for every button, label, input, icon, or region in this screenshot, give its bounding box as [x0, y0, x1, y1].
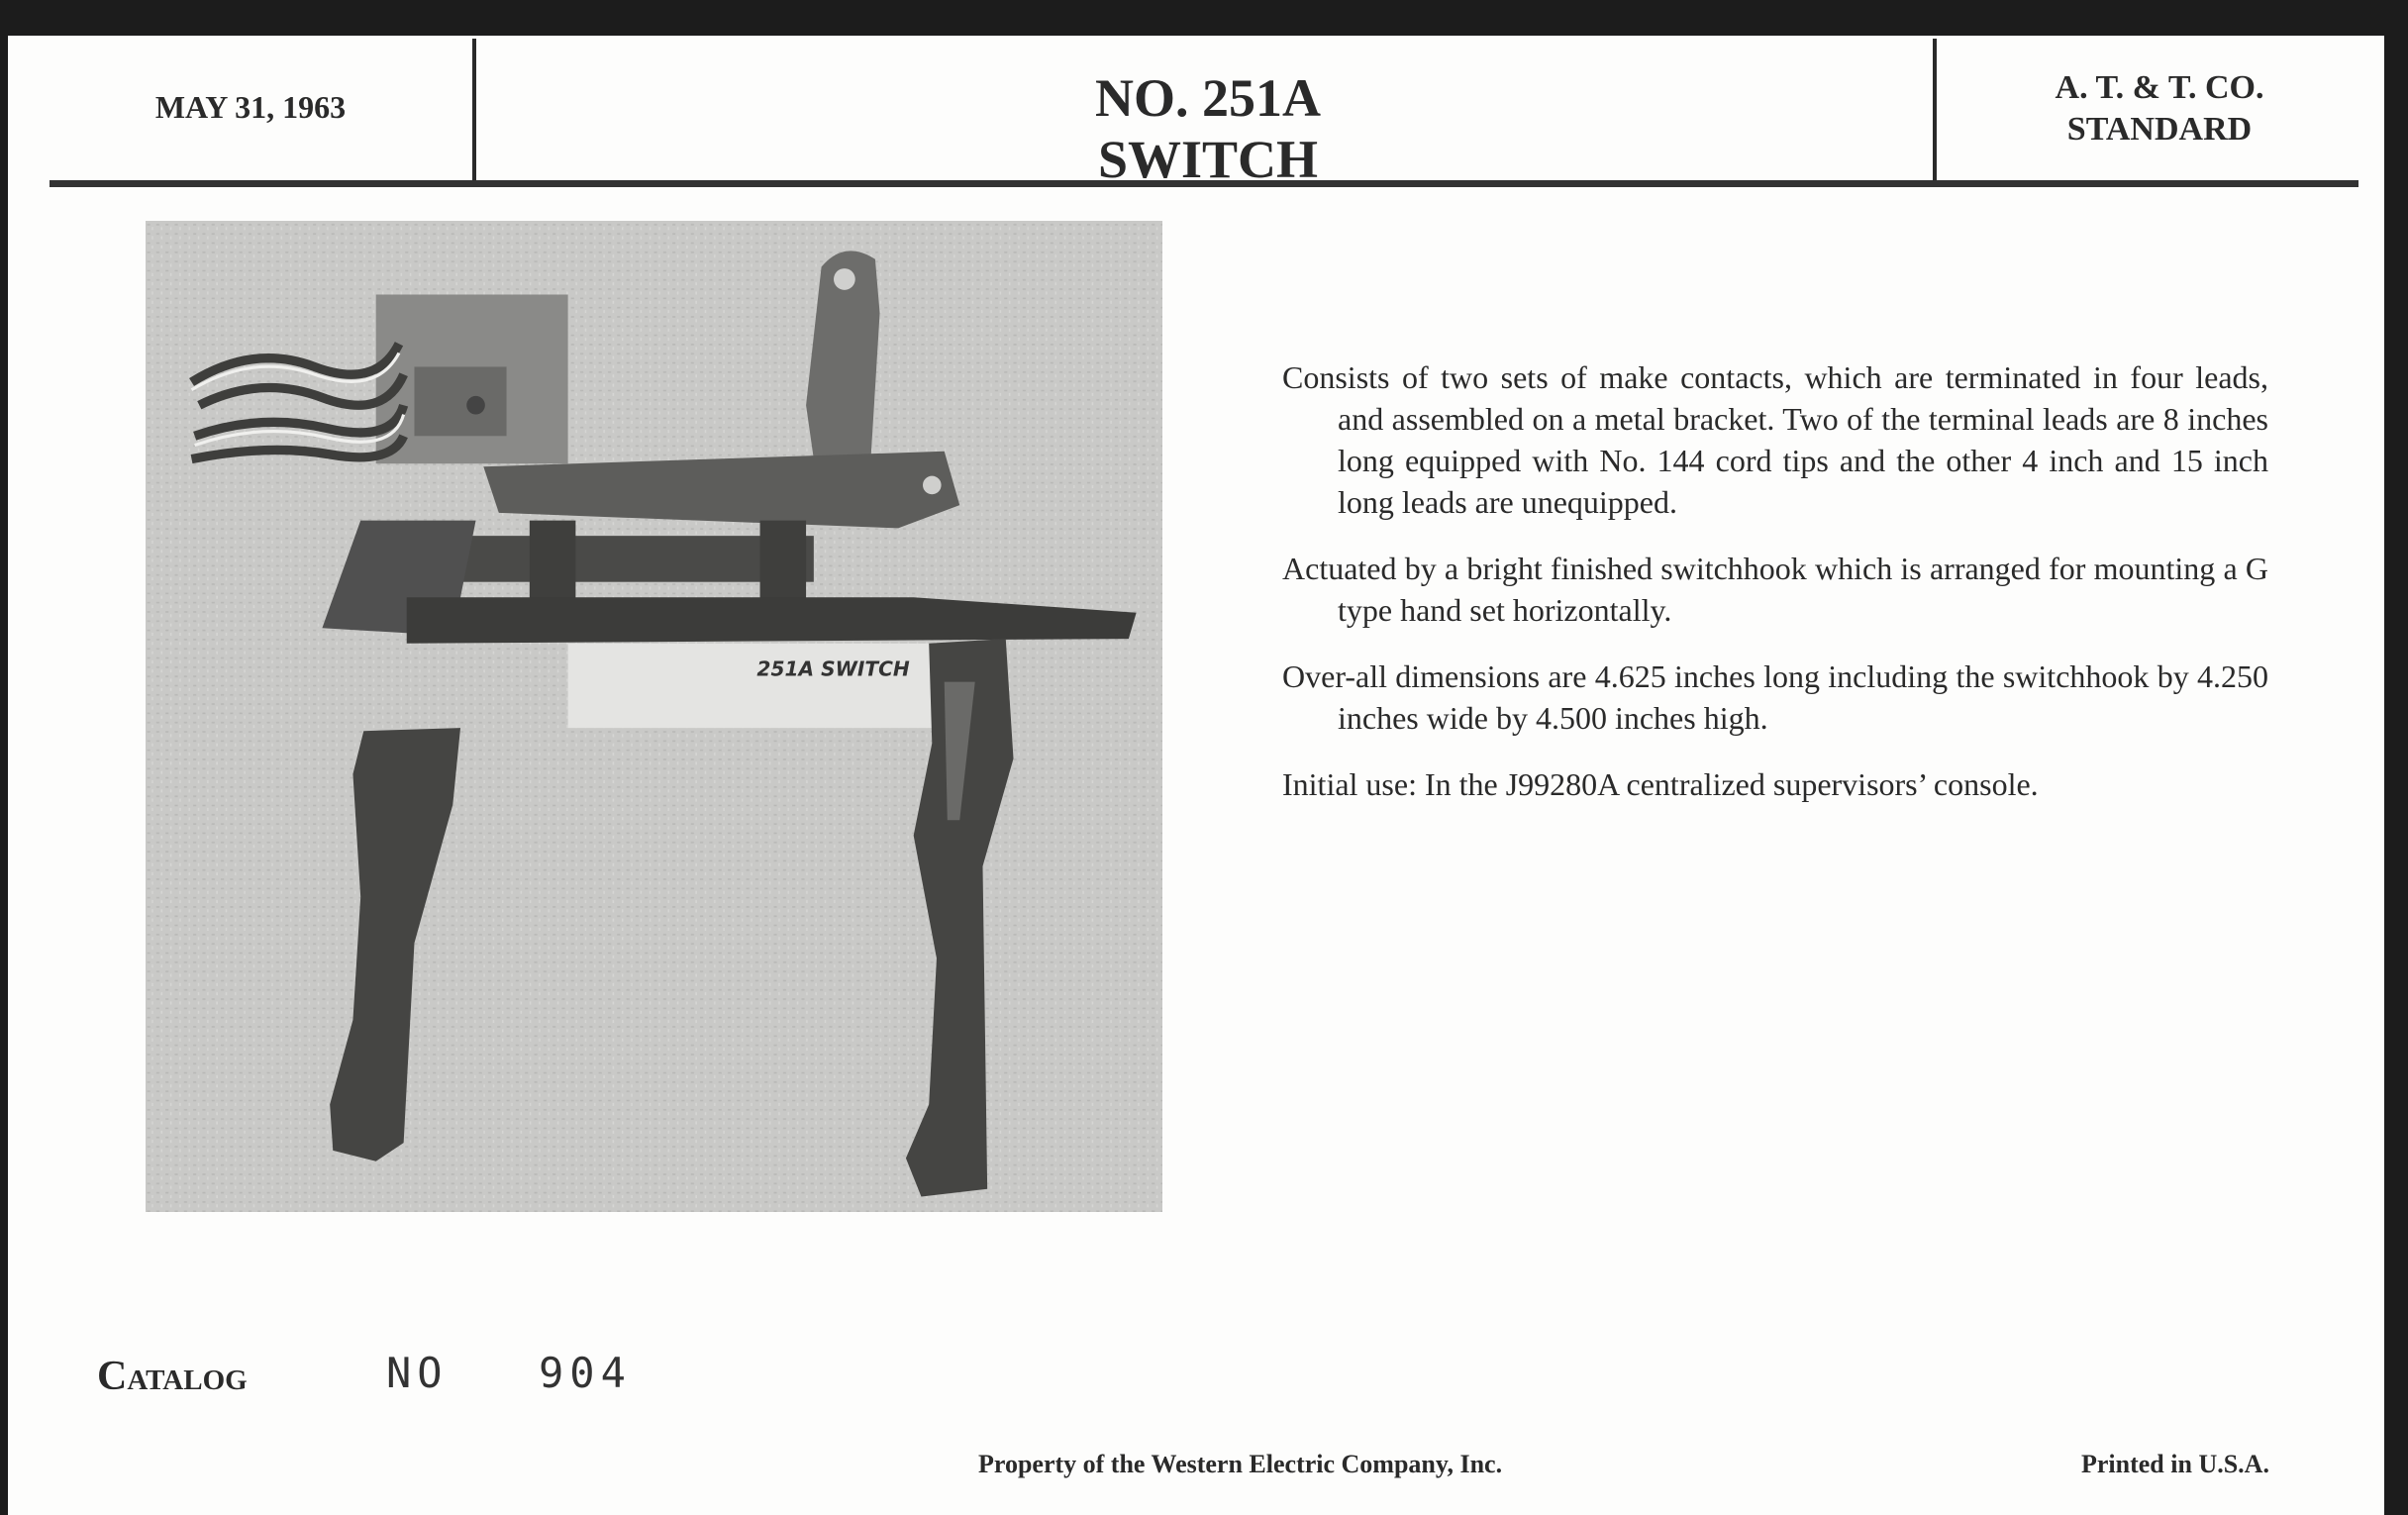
description-paragraph: Actuated by a bright finished switchhook which is arranged for mounting a G type hand set horizontally. [1282, 551, 2268, 628]
header-divider [472, 39, 476, 183]
catalog-number: 904 [539, 1349, 632, 1397]
switch-photo [146, 221, 1162, 1212]
standard-label [2010, 67, 2309, 151]
standard-company: A. T. & T. CO. [2055, 69, 2264, 106]
description-paragraph: Initial use: In the J99280A centralized supervisors’ console. [1282, 766, 2039, 802]
description [1282, 356, 2268, 830]
property-notice: Property of the Western Electric Company, Inc. [978, 1450, 1503, 1478]
photo-label: 251A SWITCH [756, 656, 910, 681]
catalog-no-label: NO [386, 1349, 449, 1397]
description-paragraph: Over-all dimensions are 4.625 inches long including the switchhook by 4.250 inches wide by 4.500 inches high. [1282, 658, 2268, 736]
description-paragraph: Consists of two sets of make contacts, which are terminated in four leads, and assembled on a metal bracket. Two of the terminal leads are 8 inches long equipped with No. 144 cord tips and the other 4 inch and 15 inch long leads are unequipped. [1282, 359, 2268, 520]
printed-notice: Printed in U.S.A. [2081, 1450, 2269, 1478]
header-divider [1933, 39, 1937, 183]
catalog-label: Catalog [97, 1354, 248, 1399]
page-title: NO. 251A SWITCH [1095, 68, 1321, 189]
standard-text: STANDARD [2066, 111, 2253, 148]
issue-date: MAY 31, 1963 [154, 89, 347, 125]
